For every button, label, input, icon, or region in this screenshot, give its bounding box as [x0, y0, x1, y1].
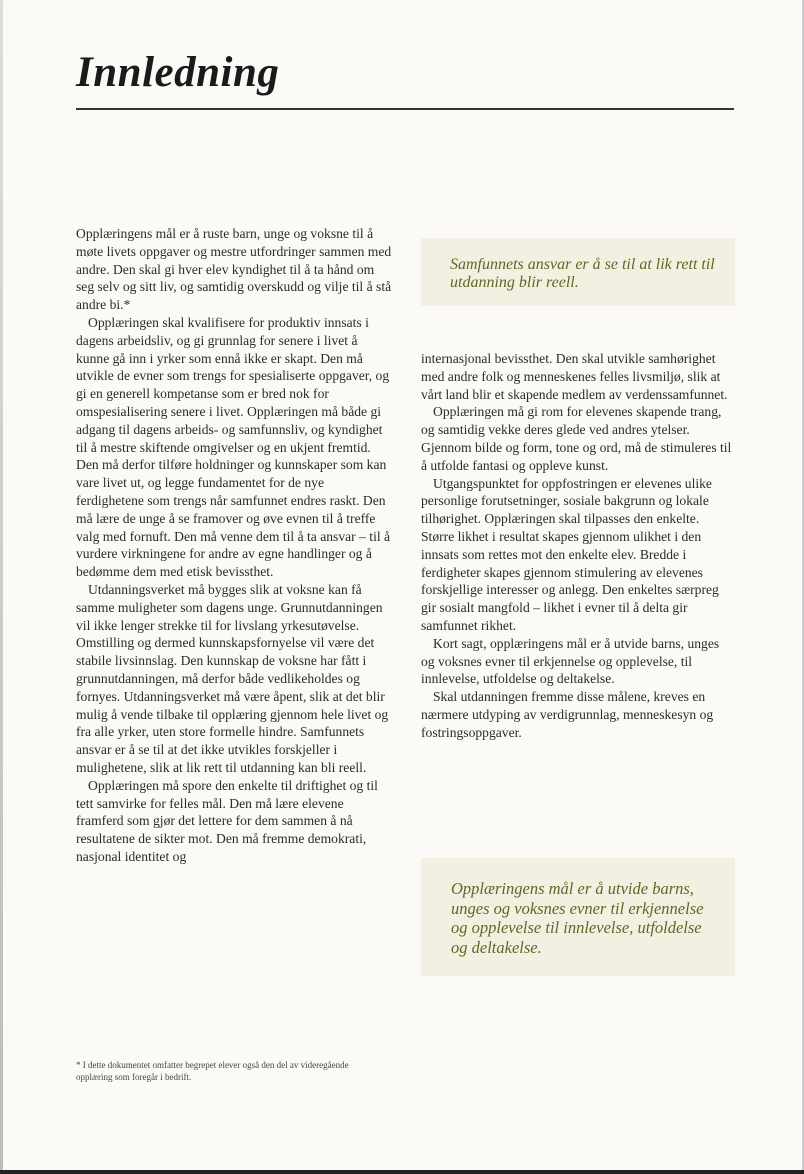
paragraph: internasjonal bevissthet. Den skal utvikle samhørighet med andre folk og menneskenes felles livsmiljø, slik at vårt land blir et skapende medlem av verdenssamfunnet. — [421, 351, 728, 402]
pull-quote-2 — [421, 858, 735, 976]
scan-edge — [0, 0, 3, 1174]
pull-quote-2-text: Opplæringens mål er å utvide barns, unges og voksnes evner til erkjennelse og opplevelse til innlevelse, utfoldelse og deltakelse. — [451, 879, 704, 957]
paragraph: Utdanningsverket må bygges slik at voksne kan få samme muligheter som dagens unge. Grunnutdanningen vil ikke lenger strekke til for livslang yrkesutøvelse. Omstilling og dermed kunnskapsfornyelse vil være det stabile livsinnslag. Den kunnskap de voksne har fått i grunnutdanningen, må derfor både vedlikeholdes og fornyes. Utdanningsverket må være åpent, slik at det blir mulig å vende tilbake til opplæring gjennom hele livet og fra alle yrker, uten store formelle hindre. Samfunnets ansvar er å se til at det ikke utvikles forskjeller i mulighetene, slik at lik rett til utdanning kan bli reell. — [76, 581, 389, 775]
page-title: Innledning — [76, 49, 280, 96]
title-rule — [76, 108, 734, 110]
pull-quote-1-text: Samfunnets ansvar er å se til at lik rett til utdanning blir reell. — [450, 256, 715, 291]
paragraph: Skal utdanningen fremme disse målene, kreves en nærmere utdyping av verdigrunnlag, menneskesyn og fostringsoppgaver. — [421, 689, 714, 740]
left-column — [76, 225, 392, 866]
paragraph: Opplæringen skal kvalifisere for produktiv innsats i dagens arbeidsliv, og gi grunnlag for senere i livet å kunne gå inn i yrker som ennå ikke er skapt. Den må utvikle de evner som trengs for spesialiserte oppgaver, og gi en generell kompetanse som er bred nok for omspesialisering senere i livet. Opplæringen må både gi adgang til dagens arbeids- og samfunnsliv, og kyndighet til å mestre skiftende omgivelser og en ukjent fremtid. Den må derfor tilføre holdninger og kunnskaper som kan vare livet ut, og legge fundamentet for de nye ferdighetene som trengs når samfunnet endres raskt. Den må lære de unge å se framover og øve evnen til å treffe valg med fornuft. Den må venne dem til å ta ansvar – til å vurdere virkningene for andre av egne handlinger og å bedømme dem med etisk bevissthet. — [76, 314, 391, 580]
paragraph: Opplæringen må spore den enkelte til driftighet og til tett samvirke for felles mål. Den må lære elevene framferd som gjør det lettere for dem sammen å nå resultatene de sikter mot. Den må fremme demokrati, nasjonal identitet og — [76, 777, 378, 864]
pull-quote-1 — [421, 238, 735, 306]
paragraph: Opplæringens mål er å ruste barn, unge og voksne til å møte livets oppgaver og mestre utfordringer sammen med andre. Den skal gi hver elev kyndighet til å ta hånd om seg selv og sitt liv, og samtidig overskudd og vilje til å stå andre bi.* — [76, 226, 392, 313]
paragraph: Utgangspunktet for oppfostringen er elevenes ulike personlige forutsetninger, sosiale bakgrunn og lokale tilhørighet. Opplæringen skal tilpasses den enkelte. Større likhet i resultat skapes gjennom ulikhet i den innsats som rettes mot den enkelte elev. Bredde i ferdigheter skapes gjennom stimulering av elevenes forskjellige interesser og anlegg. Den enkeltes særpreg gir sosialt mangfold – likhet i evner til å delta gir samfunnet rikhet. — [421, 475, 719, 633]
paragraph: Kort sagt, opplæringens mål er å utvide barns, unges og voksnes evner til erkjennelse og opplevelse, til innlevelse, utfoldelse og deltakelse. — [421, 635, 720, 687]
scan-edge-bottom — [0, 1170, 804, 1174]
paragraph: Opplæringen må gi rom for elevenes skapende trang, og samtidig vekke deres glede ved andres ytelser. Gjennom bilde og form, tone og ord, må de stimuleres til å utfolde fantasi og oppleve kunst. — [421, 404, 732, 473]
footnote: * I dette dokumentet omfatter begrepet elever også den del av videregående opplæring som foregår i bedrift. — [76, 1060, 349, 1082]
right-column — [421, 350, 735, 742]
